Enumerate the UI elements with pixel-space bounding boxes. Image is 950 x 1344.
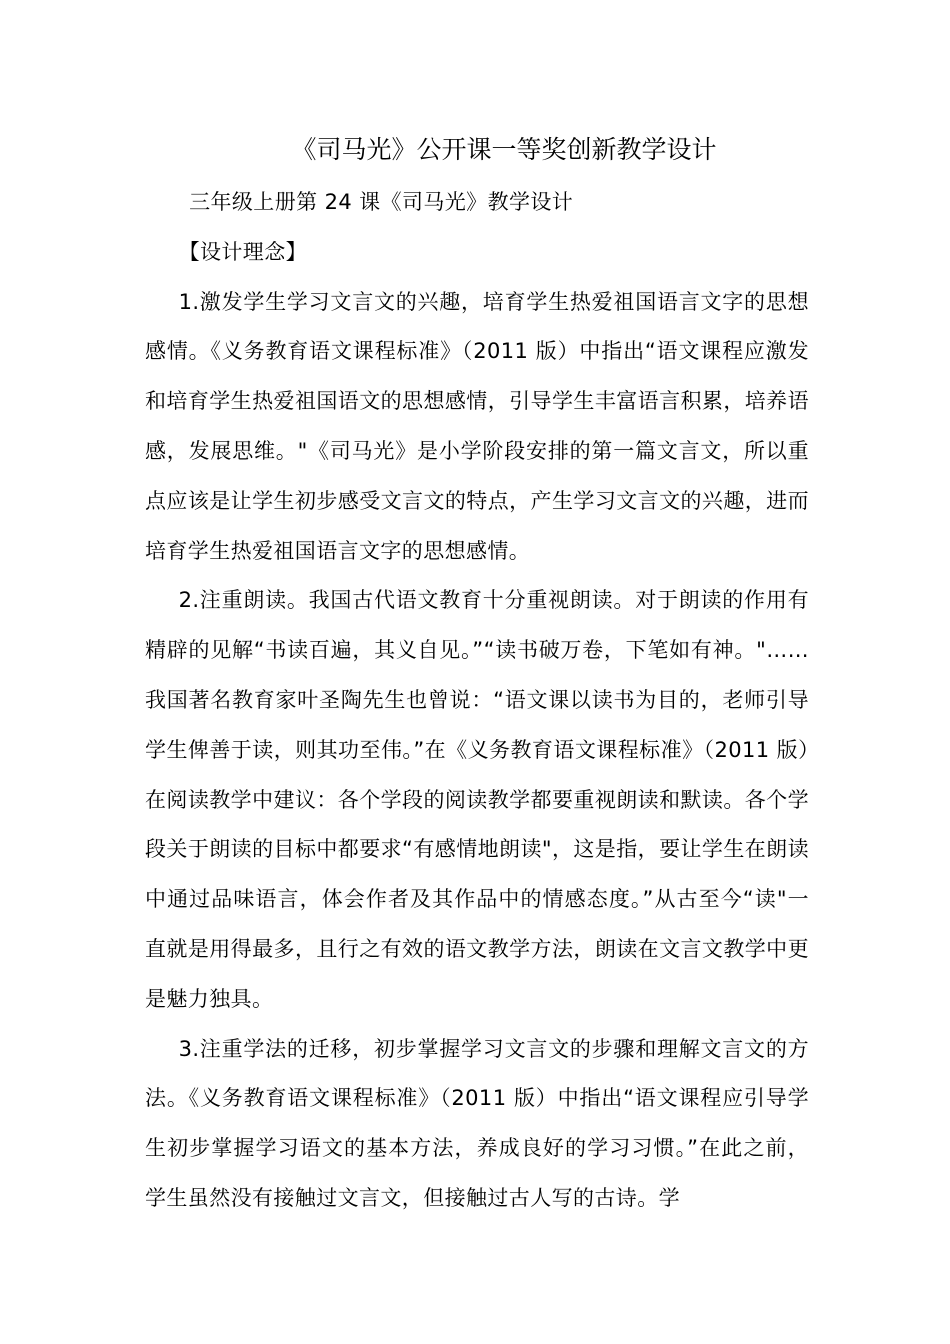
section-heading: 【设计理念】 bbox=[178, 239, 307, 264]
paragraph-1: 1.激发学生学习文言文的兴趣，培育学生热爱祖国语言文字的思想感情。《义务教育语文课程标准》（2011 版）中指出“语文课程应激发和培育学生热爱祖国语文的思想感情，引导学生丰富语言积累，培养语感，发展思维。"《司马光》是小学阶段安排的第一篇文言文，所以重点应该是让学生初步感受文言文的特点，产生学习文言文的兴趣，进而培育学生热爱祖国语言文字的思想感情。 bbox=[145, 289, 809, 563]
paragraph-3: 3.注重学法的迁移，初步掌握学习文言文的步骤和理解文言文的方法。《义务教育语文课程标准》（2011 版）中指出“语文课程应引导学生初步掌握学习语文的基本方法，养成良好的学习习惯。”在此之前，学生虽然没有接触过文言文，但接触过古人写的古诗。学 bbox=[145, 1036, 809, 1210]
document-body bbox=[145, 178, 809, 1224]
document-title: 《司马光》公开课一等奖创新教学设计 bbox=[291, 135, 717, 164]
paragraph-2: 2.注重朗读。我国古代语文教育十分重视朗读。对于朗读的作用有精辟的见解“书读百遍，其义自见。”“读书破万卷，下笔如有神。"……我国著名教育家叶圣陶先生也曾说：“语文课以读书为目的，老师引导学生俾善于读，则其功至伟。”在《义务教育语文课程标准》（2011 版）在阅读教学中建议：各个学段的阅读教学都要重视朗读和默读。各个学段关于朗读的目标中都要求“有感情地朗读"，这是指，要让学生在朗读中通过品味语言，体会作者及其作品中的情感态度。”从古至今“读"一直就是用得最多，且行之有效的语文教学方法，朗读在文言文教学中更是魅力独具。 bbox=[145, 588, 809, 1011]
document-subtitle: 三年级上册第 24 课《司马光》教学设计 bbox=[189, 190, 574, 214]
